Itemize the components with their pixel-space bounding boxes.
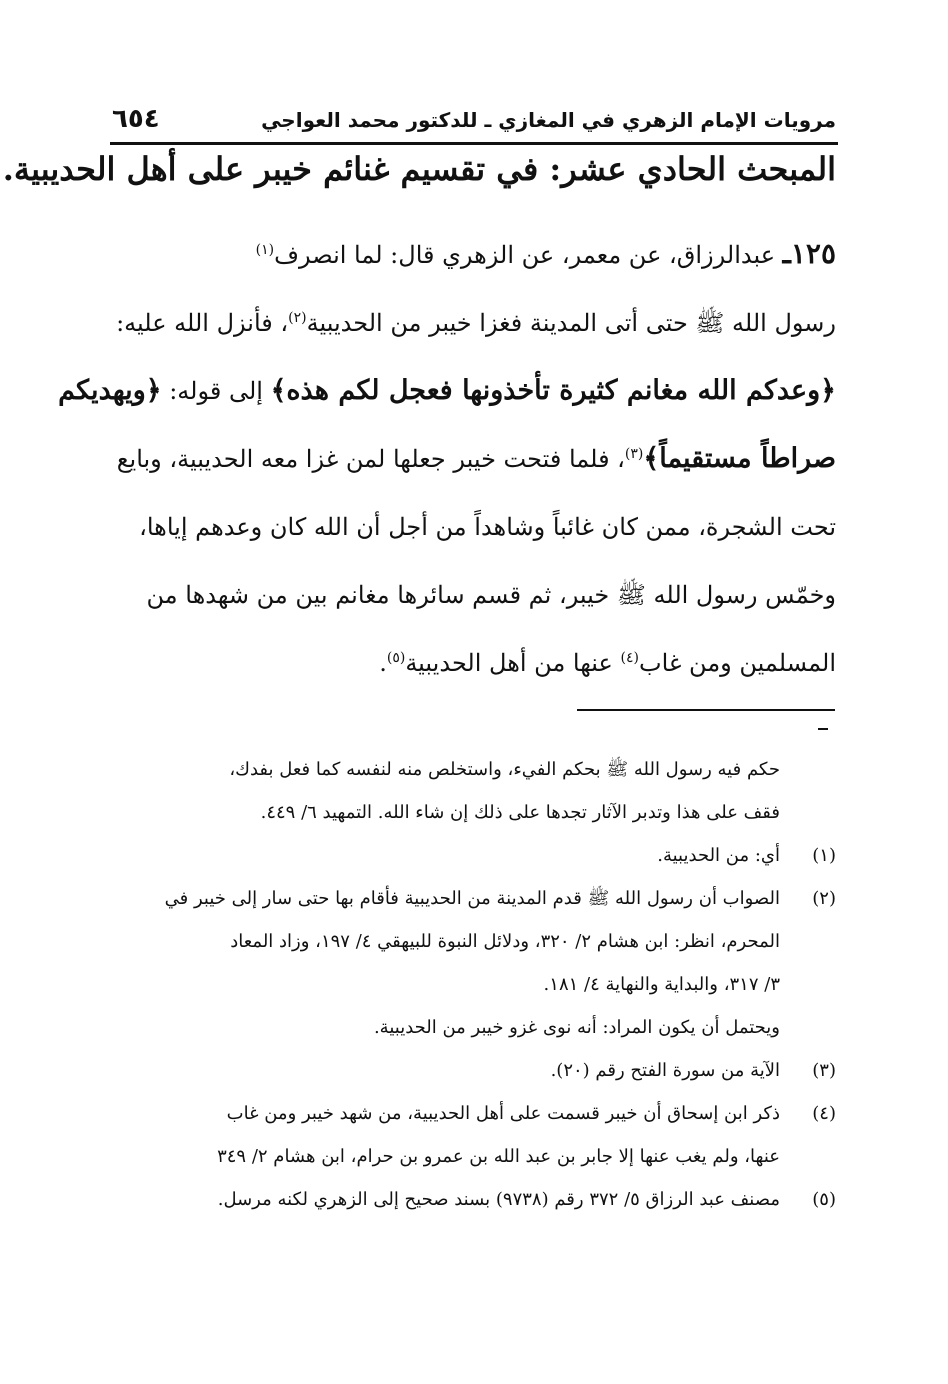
page-number: ٦٥٤ bbox=[112, 104, 160, 134]
footnote-number: (١) bbox=[812, 845, 836, 866]
footnotes bbox=[118, 748, 836, 1221]
footnote-number: (٣) bbox=[812, 1060, 836, 1081]
narration-text: . bbox=[379, 649, 387, 677]
footnote-line: الصواب أن رسول الله ﷺ قدم المدينة من الحديبية فأقام بها حتى سار إلى خيبر في bbox=[164, 888, 780, 909]
footnote-carryover-line: حكم فيه رسول الله ﷺ بحكم الفيء، واستخلص منه لنفسه كما فعل بفدك، bbox=[229, 759, 780, 780]
footnote-ref[interactable]: (٢) bbox=[288, 310, 307, 326]
narration-text: رسول الله ﷺ حتى أتى المدينة فغزا خيبر من الحديبية bbox=[306, 309, 836, 337]
footnote-4 bbox=[118, 1092, 836, 1178]
header-rule bbox=[110, 142, 838, 145]
narration-text: المسلمين ومن غاب bbox=[638, 649, 836, 677]
footnote-ref[interactable]: (٣) bbox=[624, 446, 644, 462]
footnote-3 bbox=[118, 1049, 836, 1092]
narration-line: وخمّس رسول الله ﷺ خيبر، ثم قسم سائرها مغانم بين من شهدها من bbox=[146, 581, 836, 609]
quran-verse: صراطاً مستقيماً﴾ bbox=[643, 443, 836, 474]
footnote-number: (٤) bbox=[812, 1103, 836, 1124]
narration-text: إلى قوله: bbox=[161, 377, 271, 405]
narration-line: تحت الشجرة، ممن كان غائباً وشاهداً من أجل أن الله كان وعدهم إياها، bbox=[139, 513, 836, 541]
footnote-2 bbox=[118, 877, 836, 1049]
footnote-line: الآية من سورة الفتح رقم (٢٠). bbox=[550, 1060, 780, 1081]
footnote-line: عنها، ولم يغب عنها إلا جابر بن عبد الله بن عمرو بن حرام، ابن هشام ٢/ ٣٤٩ bbox=[217, 1146, 780, 1167]
narration-line bbox=[108, 629, 836, 697]
footnote-line: ذكر ابن إسحاق أن خيبر قسمت على أهل الحديبية، من شهد خيبر ومن غاب bbox=[226, 1103, 780, 1124]
narration-text: ، فلما فتحت خيبر جعلها لمن غزا معه الحديبية، وبايع bbox=[116, 445, 625, 473]
footnote-line: المحرم، انظر: ابن هشام ٢/ ٣٢٠، ودلائل النبوة للبيهقي ٤/ ١٩٧، وزاد المعاد bbox=[230, 931, 780, 952]
footnote-line: ٣/ ٣١٧، والبداية والنهاية ٤/ ١٨١. bbox=[543, 974, 780, 995]
footnote-ref[interactable]: (٥) bbox=[386, 650, 406, 666]
narration-line bbox=[108, 289, 836, 357]
footnote-ref[interactable]: (٤) bbox=[620, 650, 639, 666]
footnote-line: أي: من الحديبية. bbox=[657, 845, 780, 866]
footnote-ref[interactable]: (١) bbox=[255, 242, 275, 258]
footnote-line: مصنف عبد الرزاق ٥/ ٣٧٢ رقم (٩٧٣٨) بسند صحيح إلى الزهري لكنه مرسل. bbox=[217, 1189, 780, 1210]
quran-verse: ﴿ويهديكم bbox=[58, 375, 162, 406]
footnote-mark bbox=[818, 728, 828, 730]
footnote-line: ويحتمل أن يكون المراد: أنه نوى غزو خيبر من الحديبية. bbox=[373, 1017, 780, 1038]
quran-verse: ﴿وعدكم الله مغانم كثيرة تأخذونها فعجل لكم هذه﴾ bbox=[270, 375, 836, 406]
footnote-carryover-line: فقف على هذا وتدبر الآثار تجدها على ذلك إن شاء الله. التمهيد ٦/ ٤٤٩. bbox=[260, 802, 780, 823]
narration-number: ١٢٥ـ bbox=[782, 237, 836, 270]
footnote-number: (٢) bbox=[812, 888, 836, 909]
narration-line bbox=[58, 357, 836, 425]
running-header-title: مرويات الإمام الزهري في المغازي ـ للدكتور محمد العواجي bbox=[261, 108, 836, 132]
section-heading: المبحث الحادي عشر: في تقسيم غنائم خيبر على أهل الحديبية. bbox=[2, 150, 836, 188]
footnote-5 bbox=[118, 1178, 836, 1221]
narration-text: عبدالرزاق، عن معمر، عن الزهري قال: لما انصرف bbox=[274, 241, 776, 269]
footnote-separator bbox=[577, 709, 835, 711]
running-header bbox=[112, 104, 836, 140]
narration-text: عنها من أهل الحديبية bbox=[405, 649, 621, 677]
narration-line bbox=[108, 425, 836, 493]
narration-body bbox=[58, 220, 836, 697]
narration-text: ، فأنزل الله عليه: bbox=[116, 309, 289, 337]
narration-line bbox=[108, 220, 836, 289]
footnote-number: (٥) bbox=[812, 1189, 836, 1210]
footnote-1 bbox=[118, 834, 836, 877]
